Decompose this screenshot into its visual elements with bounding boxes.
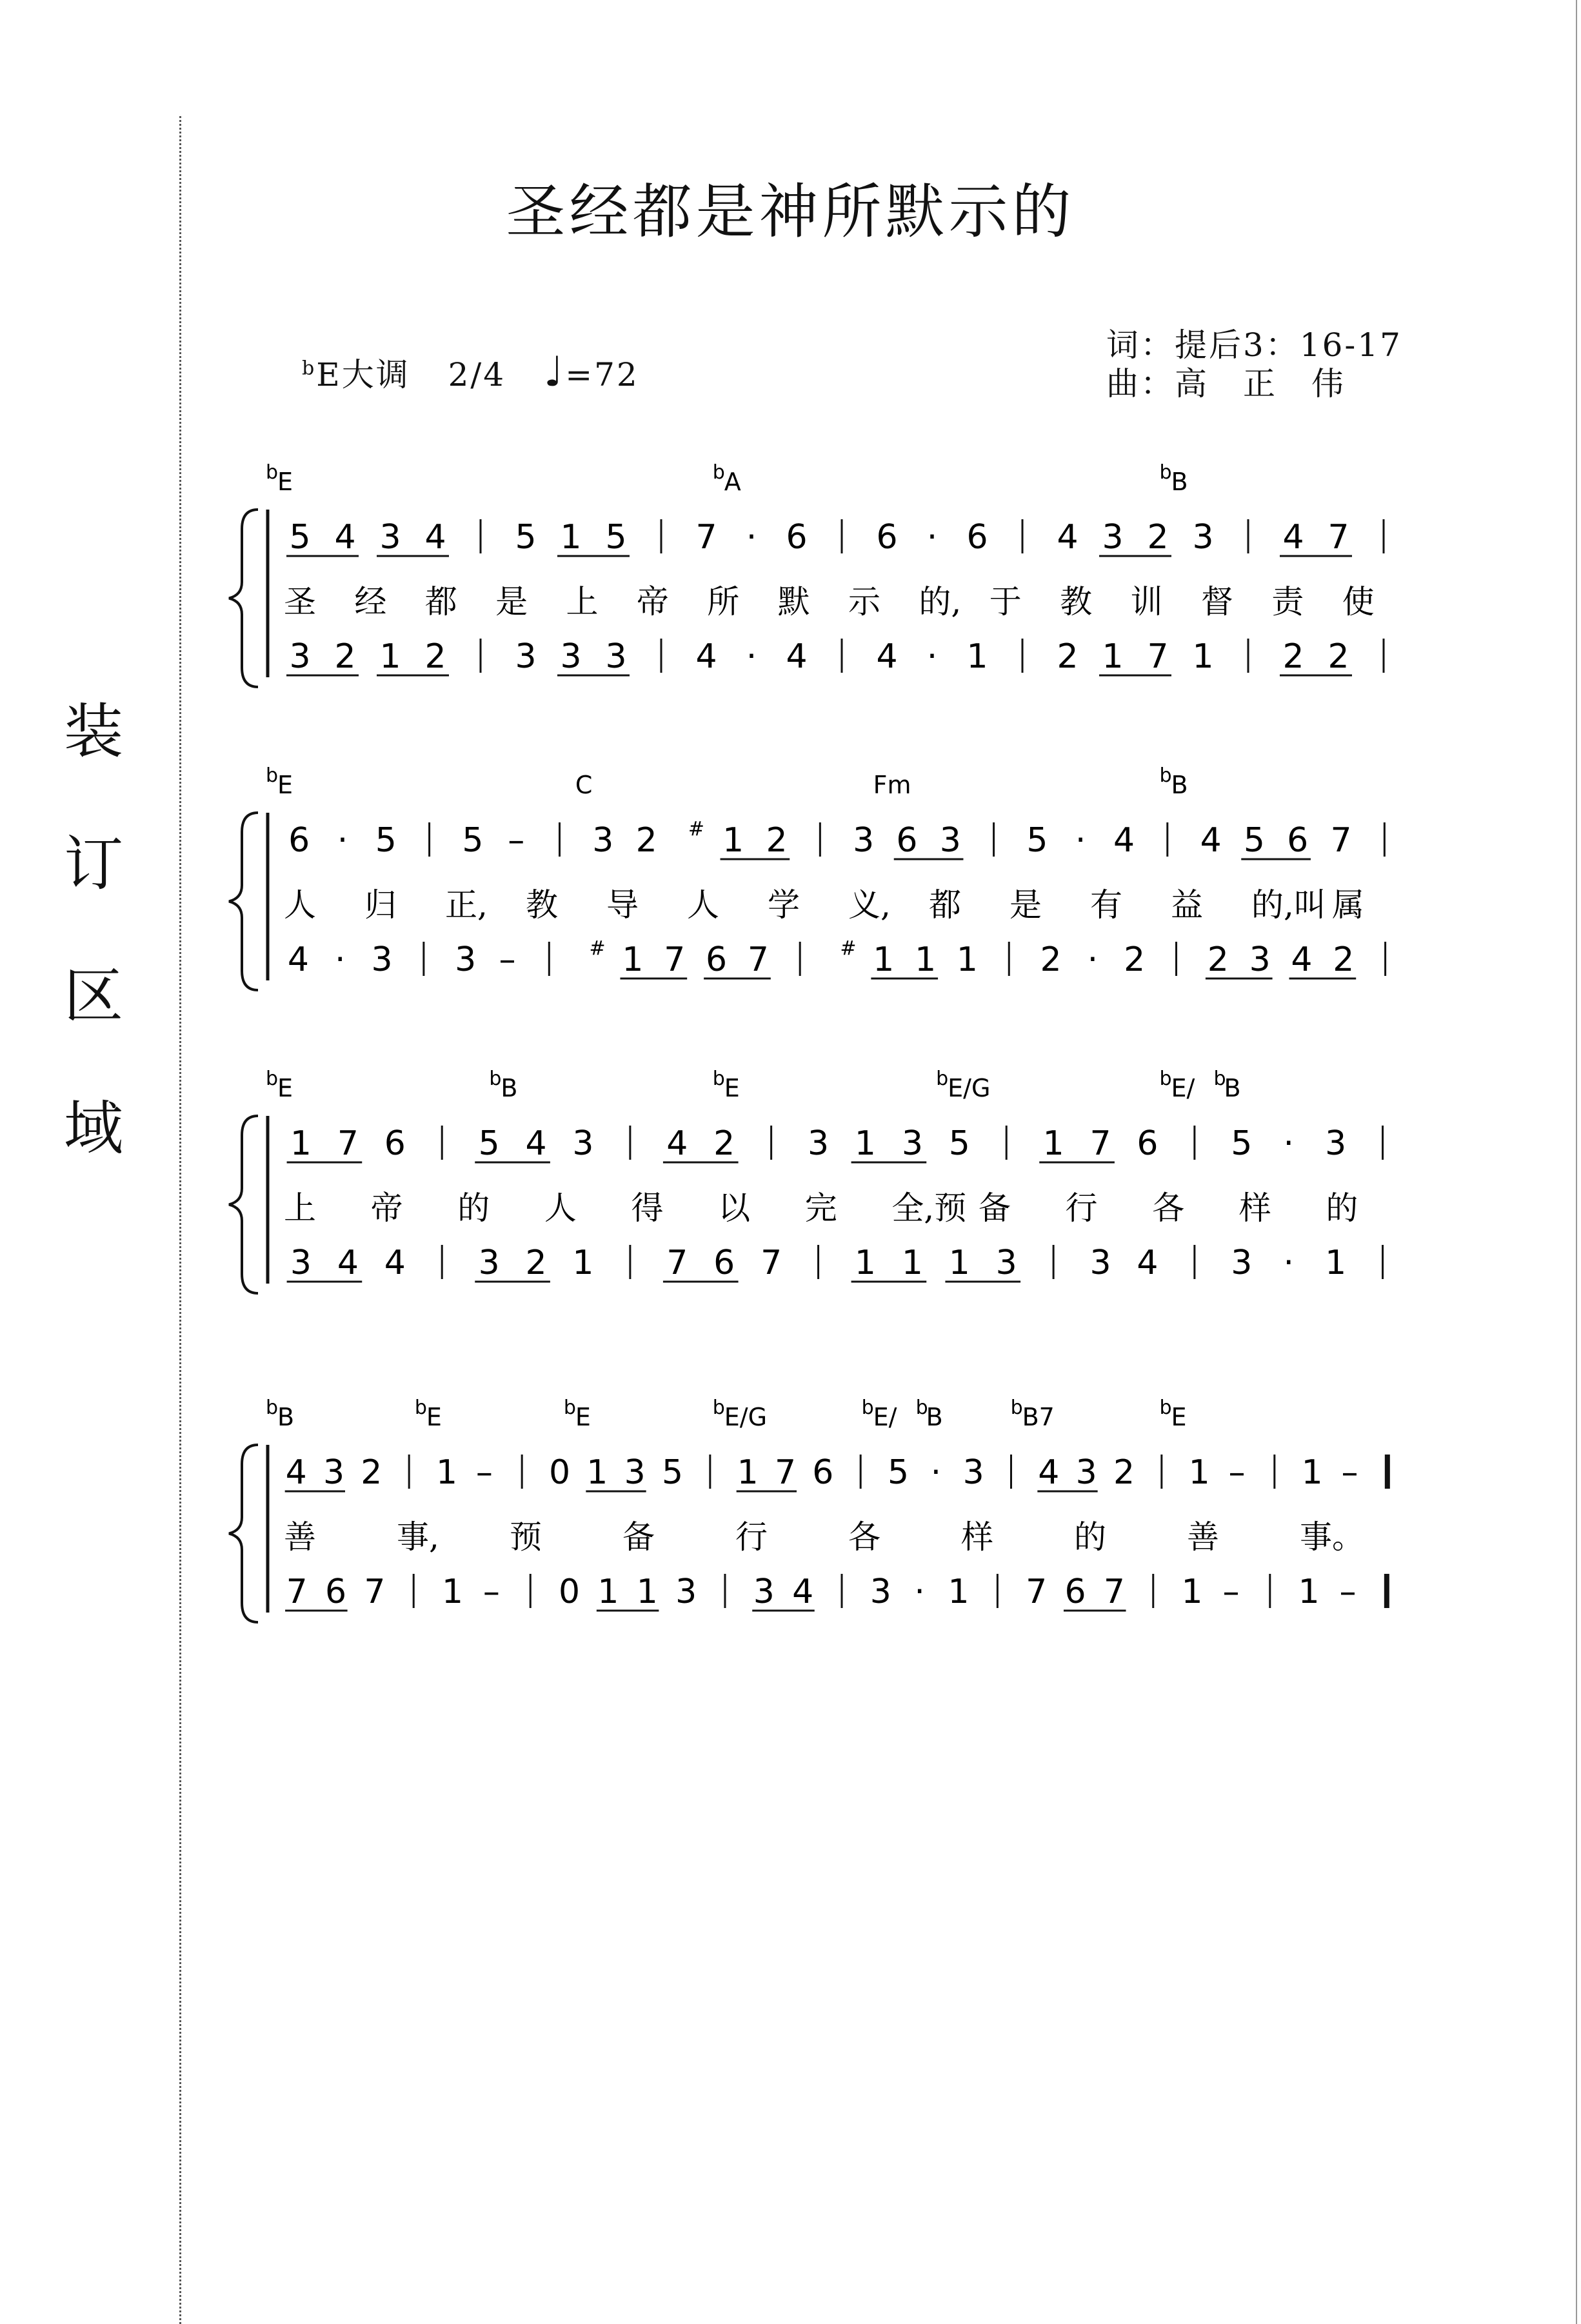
upper-note: 1 (1301, 1453, 1323, 1492)
chord-flat-sign: b (712, 1396, 725, 1419)
chord-flat-sign: b (712, 461, 725, 484)
lower-note: 6 (324, 1573, 347, 1611)
chord-symbol: E (277, 1074, 293, 1102)
lyric-syllable: 导 (606, 886, 639, 924)
sharp-sign: # (589, 937, 606, 960)
upper-note: 5 (462, 821, 484, 860)
lyric-syllable: 行 (735, 1518, 768, 1556)
lyric-syllable: 备 (622, 1518, 655, 1556)
chord-symbol: E/ (873, 1403, 897, 1431)
upper-note: 6 (812, 1453, 834, 1492)
upper-note: · (1075, 821, 1086, 860)
upper-note: 7 (695, 518, 717, 557)
lower-note: 1 (1298, 1573, 1320, 1611)
lower-note: 2 (525, 1244, 547, 1282)
sharp-sign: # (840, 937, 857, 960)
lower-note: 4 (287, 940, 309, 979)
chord-flat-sign: b (489, 1068, 502, 1090)
lyric-syllable: 上 (284, 1189, 316, 1227)
lower-note: 1 (956, 940, 978, 979)
upper-note: 6 (288, 821, 310, 860)
lyric-syllable: 样 (961, 1518, 993, 1556)
upper-note: 3 (962, 1453, 984, 1492)
system-brace (229, 510, 258, 687)
lower-note: 7 (761, 1244, 782, 1282)
lower-note: 3 (289, 637, 311, 676)
upper-note: 2 (1113, 1453, 1135, 1492)
lower-note: 1 (442, 1573, 464, 1611)
lyric-syllable: 示 (848, 583, 880, 621)
upper-note: 6 (966, 518, 988, 557)
lyric-syllable: 样 (1238, 1189, 1271, 1227)
chord-symbol: E (277, 468, 293, 496)
lyric-syllable: 都 (424, 583, 457, 621)
upper-note: 1 (586, 1453, 608, 1492)
upper-note: 1 (560, 518, 582, 557)
lower-note: 1 (901, 1244, 923, 1282)
upper-note: 5 (289, 518, 311, 557)
chord-symbol: E/G (724, 1403, 768, 1431)
upper-note: 2 (766, 821, 788, 860)
lower-note: 2 (1057, 637, 1079, 676)
upper-note: 5 (1026, 821, 1048, 860)
upper-note: 4 (1038, 1453, 1060, 1492)
lyric-syllable: 教 (1060, 583, 1093, 621)
lyric-syllable: 的,叫 (1251, 886, 1326, 924)
lyric-syllable: 责 (1271, 583, 1304, 621)
lower-note: 3 (478, 1244, 500, 1282)
lyric-syllable: 善 (284, 1518, 316, 1556)
upper-note: 3 (807, 1124, 830, 1163)
upper-note: 5 (661, 1453, 684, 1492)
upper-note: · (926, 518, 938, 557)
upper-note: 2 (713, 1124, 735, 1163)
chord-flat-sign: b (563, 1396, 576, 1419)
binding-area-char-4: 域 (63, 1094, 123, 1163)
lower-note: 3 (1231, 1244, 1253, 1282)
upper-note: – (508, 821, 525, 860)
upper-note: 3 (323, 1453, 345, 1492)
lower-note: 1 (379, 637, 401, 676)
lyric-syllable: 有 (1090, 886, 1122, 924)
upper-note: 4 (1282, 518, 1304, 557)
lyric-syllable: 上 (566, 583, 599, 621)
upper-note: 2 (635, 821, 657, 860)
lyric-syllable: 人 (687, 886, 719, 924)
upper-note: 4 (424, 518, 446, 557)
sharp-sign: # (688, 818, 704, 840)
upper-note: 7 (774, 1453, 797, 1492)
lower-note: 1 (597, 1573, 619, 1611)
lower-note: – (499, 940, 516, 979)
upper-note: 3 (1192, 518, 1214, 557)
upper-note: 4 (1113, 821, 1135, 860)
lower-note: 4 (695, 637, 717, 676)
chord-symbol: A (724, 468, 741, 496)
key-label: E大调 (316, 356, 410, 393)
lower-note: 7 (364, 1573, 386, 1611)
upper-note: 4 (1057, 518, 1079, 557)
chord-symbol: B (1171, 771, 1188, 799)
lyric-syllable: 得 (631, 1189, 664, 1227)
lower-note: 7 (747, 940, 769, 979)
lower-note: 4 (1291, 940, 1313, 979)
upper-note: 1 (737, 1453, 759, 1492)
lower-note: 1 (1181, 1573, 1203, 1611)
upper-note: 6 (896, 821, 918, 860)
chord-symbol: Fm (873, 771, 911, 799)
lower-note: 1 (636, 1573, 658, 1611)
upper-note: 0 (548, 1453, 571, 1492)
system-brace (229, 813, 258, 990)
chord-flat-sign: b (1159, 1396, 1172, 1419)
upper-note: 5 (1231, 1124, 1253, 1163)
upper-note: 3 (572, 1124, 594, 1163)
lower-note: 1 (1192, 637, 1214, 676)
lower-note: 2 (424, 637, 446, 676)
upper-note: 5 (948, 1124, 970, 1163)
lower-note: · (746, 637, 757, 676)
upper-note: 3 (901, 1124, 923, 1163)
upper-note: 7 (1089, 1124, 1111, 1163)
lyric-syllable: 使 (1342, 583, 1375, 621)
chord-symbol: C (575, 771, 593, 799)
chord-flat-sign: b (1159, 764, 1172, 787)
lyric-syllable: 各 (848, 1518, 880, 1556)
upper-note: 5 (605, 518, 627, 557)
chord-symbol: E (426, 1403, 442, 1431)
lyrics-credit: 词：提后3：16-17 (1106, 326, 1402, 364)
chord-flat-sign: b (1159, 1068, 1172, 1090)
lower-note: 6 (713, 1244, 735, 1282)
lower-note: 6 (706, 940, 728, 979)
binding-area-char-1: 装 (63, 697, 123, 766)
chord-flat-sign: b (861, 1396, 874, 1419)
upper-note: 3 (624, 1453, 646, 1492)
lower-note: 3 (371, 940, 393, 979)
chord-flat-sign: b (1213, 1068, 1226, 1090)
upper-note: 5 (478, 1124, 500, 1163)
chord-flat-sign: b (414, 1396, 427, 1419)
lower-note: 3 (870, 1573, 891, 1611)
upper-note: 3 (592, 821, 614, 860)
lower-note: 3 (290, 1244, 312, 1282)
key-flat-sign: b (302, 357, 317, 380)
lyric-syllable: 义, (848, 886, 891, 924)
chord-symbol: E/G (948, 1074, 991, 1102)
tempo-value: =72 (565, 356, 639, 393)
upper-note: 7 (337, 1124, 359, 1163)
upper-note: 2 (361, 1453, 383, 1492)
binding-area-char-2: 订 (63, 829, 123, 899)
chord-symbol: E (277, 771, 293, 799)
lower-note: 1 (915, 940, 937, 979)
lyric-syllable: 归 (364, 886, 397, 924)
lyric-syllable: 经 (354, 583, 387, 621)
lower-note: 7 (1103, 1573, 1125, 1611)
lyric-syllable: 行 (1065, 1189, 1098, 1227)
upper-note: · (930, 1453, 942, 1492)
chord-flat-sign: b (266, 764, 279, 787)
lower-note: 1 (622, 940, 644, 979)
upper-note: 6 (1287, 821, 1309, 860)
lower-note: 2 (334, 637, 356, 676)
music-credit: 曲：高 正 伟 (1106, 365, 1346, 402)
lower-note: 1 (854, 1244, 877, 1282)
upper-note: 5 (887, 1453, 910, 1492)
lower-note: – (482, 1573, 500, 1611)
lyric-syllable: 完 (804, 1189, 837, 1227)
lower-note: 3 (995, 1244, 1017, 1282)
lyric-syllable: 事, (397, 1518, 439, 1556)
lower-note: 1 (948, 1573, 969, 1611)
lyric-syllable: 预 (510, 1518, 542, 1556)
lyric-syllable: 的, (919, 583, 962, 621)
lyric-syllable: 学 (768, 886, 800, 924)
upper-note: · (746, 518, 757, 557)
lower-note: 1 (948, 1244, 970, 1282)
lower-note: 1 (966, 637, 988, 676)
lyric-syllable: 所 (707, 583, 740, 621)
upper-note: 4 (525, 1124, 547, 1163)
chord-symbol: E (1171, 1403, 1187, 1431)
lower-note: 4 (792, 1573, 814, 1611)
lower-note: 4 (1137, 1244, 1158, 1282)
lower-note: 4 (786, 637, 808, 676)
lyric-syllable: 属 (1332, 886, 1364, 924)
lower-note: 2 (1207, 940, 1229, 979)
upper-note: 4 (666, 1124, 688, 1163)
chord-symbol: B (1171, 468, 1188, 496)
lyric-syllable: 帝 (370, 1189, 403, 1227)
song-title: 圣经都是神所默示的 (506, 177, 1075, 246)
lower-note: 1 (873, 940, 895, 979)
lower-note: 2 (1040, 940, 1062, 979)
lyric-syllable: 善 (1187, 1518, 1219, 1556)
chord-flat-sign: b (712, 1068, 725, 1090)
time-signature: 2/4 (448, 356, 506, 393)
chord-symbol: E (575, 1403, 591, 1431)
chord-flat-sign: b (915, 1396, 928, 1419)
upper-note: 1 (854, 1124, 877, 1163)
lower-note: 2 (1333, 940, 1355, 979)
upper-note: · (1283, 1124, 1294, 1163)
lyric-syllable: 全,预 (891, 1189, 967, 1227)
lower-note: 3 (1249, 940, 1271, 979)
lower-note: – (1222, 1573, 1240, 1611)
upper-note: 6 (876, 518, 898, 557)
system-brace (229, 1116, 258, 1293)
upper-note: 2 (1147, 518, 1169, 557)
lower-note: 3 (560, 637, 582, 676)
upper-note: – (475, 1453, 493, 1492)
lyric-syllable: 于 (989, 583, 1022, 621)
lyric-syllable: 默 (777, 583, 810, 621)
lyric-syllable: 督 (1200, 583, 1233, 621)
upper-note: 1 (1188, 1453, 1210, 1492)
lower-note: 6 (1064, 1573, 1086, 1611)
lower-note: 3 (605, 637, 627, 676)
lower-note: 4 (876, 637, 898, 676)
upper-note: – (1341, 1453, 1358, 1492)
lower-note: 4 (337, 1244, 359, 1282)
chord-flat-sign: b (936, 1068, 949, 1090)
upper-note: 3 (853, 821, 875, 860)
lyric-syllable: 事。 (1300, 1518, 1364, 1556)
lower-note: · (926, 637, 938, 676)
upper-note: 5 (515, 518, 537, 557)
system-brace (229, 1445, 258, 1622)
chord-flat-sign: b (266, 1068, 279, 1090)
lyric-syllable: 的 (1074, 1518, 1106, 1556)
chord-flat-sign: b (1010, 1396, 1023, 1419)
lyric-syllable: 备 (978, 1189, 1011, 1227)
lower-note: 1 (1325, 1244, 1347, 1282)
upper-note: 4 (285, 1453, 307, 1492)
lower-note: · (1087, 940, 1099, 979)
lower-note: · (334, 940, 346, 979)
lower-note: 1 (572, 1244, 594, 1282)
chord-flat-sign: b (1159, 461, 1172, 484)
lower-note: 7 (666, 1244, 688, 1282)
upper-note: 6 (384, 1124, 406, 1163)
lower-note: · (914, 1573, 925, 1611)
lower-note: 2 (1282, 637, 1304, 676)
lyric-syllable: 正, (445, 886, 488, 924)
upper-note: · (337, 821, 348, 860)
upper-note: 3 (1075, 1453, 1097, 1492)
upper-note: 1 (435, 1453, 458, 1492)
upper-note: 5 (375, 821, 397, 860)
lower-note: 3 (515, 637, 537, 676)
lyric-syllable: 人 (284, 886, 316, 924)
lyric-syllable: 是 (1009, 886, 1042, 924)
lower-note: 4 (384, 1244, 406, 1282)
lyric-syllable: 人 (544, 1189, 577, 1227)
chord-symbol: B7 (1022, 1403, 1055, 1431)
upper-note: 6 (786, 518, 808, 557)
upper-note: 3 (1102, 518, 1124, 557)
upper-note: 3 (939, 821, 961, 860)
lyric-syllable: 训 (1130, 583, 1163, 621)
upper-note: 5 (1243, 821, 1265, 860)
lower-note: 1 (1102, 637, 1124, 676)
lyric-syllable: 圣 (284, 583, 316, 621)
lyric-syllable: 是 (495, 583, 528, 621)
chord-symbol-bass: B (926, 1403, 943, 1431)
lyric-syllable: 各 (1152, 1189, 1185, 1227)
chord-symbol: E/ (1171, 1074, 1195, 1102)
chord-symbol: B (501, 1074, 518, 1102)
lyric-syllable: 帝 (636, 583, 669, 621)
lyric-syllable: 益 (1171, 886, 1203, 924)
upper-note: 1 (722, 821, 744, 860)
upper-note: – (1228, 1453, 1246, 1492)
lower-note: 7 (286, 1573, 308, 1611)
upper-note: 1 (290, 1124, 312, 1163)
lower-note: · (1283, 1244, 1294, 1282)
lyric-syllable: 教 (526, 886, 558, 924)
lower-note: 2 (1327, 637, 1349, 676)
upper-note: 7 (1330, 821, 1352, 860)
upper-note: 3 (379, 518, 401, 557)
lower-note: 7 (1026, 1573, 1048, 1611)
chord-symbol-bass: B (1224, 1074, 1241, 1102)
lyric-syllable: 以 (718, 1189, 751, 1227)
lower-note: 3 (1089, 1244, 1111, 1282)
lower-note: – (1339, 1573, 1357, 1611)
lower-note: 7 (1147, 637, 1169, 676)
lyric-syllable: 都 (929, 886, 961, 924)
chord-flat-sign: b (266, 461, 279, 484)
tempo-note-icon: ♩ (544, 348, 566, 396)
upper-note: 4 (1200, 821, 1222, 860)
chord-flat-sign: b (266, 1396, 279, 1419)
lower-note: 2 (1124, 940, 1146, 979)
upper-note: 1 (1042, 1124, 1064, 1163)
upper-note: 6 (1137, 1124, 1158, 1163)
upper-note: 3 (1325, 1124, 1347, 1163)
lower-note: 7 (664, 940, 686, 979)
lower-note: 3 (753, 1573, 775, 1611)
lower-note: 0 (559, 1573, 581, 1611)
lyric-syllable: 的 (457, 1189, 490, 1227)
upper-note: 4 (334, 518, 356, 557)
binding-area-char-3: 区 (63, 962, 123, 1031)
lower-note: 3 (675, 1573, 697, 1611)
lyric-syllable: 的 (1326, 1189, 1358, 1227)
lower-note: 3 (455, 940, 477, 979)
upper-note: 7 (1327, 518, 1349, 557)
chord-symbol: E (724, 1074, 740, 1102)
chord-symbol: B (277, 1403, 295, 1431)
